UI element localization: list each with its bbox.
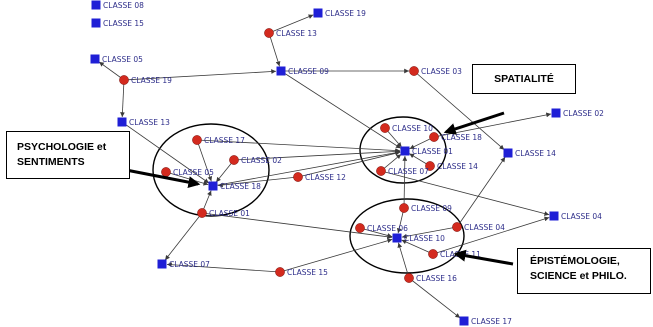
square-node-marker [209, 182, 218, 191]
node-c07_sq [158, 260, 211, 270]
circle-node-marker [409, 66, 418, 75]
callout-spatialite [472, 64, 576, 94]
node-label: CLASSE 01 [209, 209, 250, 218]
circle-node-marker [161, 167, 170, 176]
edge-c16_ci-c17_sq [409, 278, 460, 318]
node-c15_sq [92, 19, 145, 29]
circle-node-marker [229, 155, 238, 164]
node-c09_ci [399, 203, 452, 213]
node-label: CLASSE 12 [305, 173, 346, 182]
circle-node-marker [264, 28, 273, 37]
node-c17_ci [192, 135, 245, 145]
node-label: CLASSE 09 [411, 204, 452, 213]
node-label: CLASSE 05 [102, 55, 143, 64]
callout-arrow-episteme [456, 254, 513, 264]
node-c17_sq [460, 317, 513, 327]
node-c18_sq [209, 182, 262, 192]
node-label: CLASSE 15 [287, 268, 328, 277]
node-c15_ci [275, 267, 328, 277]
node-label: CLASSE 15 [103, 19, 144, 28]
circle-node-marker [428, 249, 437, 258]
node-c09_sq [277, 67, 330, 77]
node-c13_ci [264, 28, 317, 38]
node-label: CLASSE 05 [173, 168, 214, 177]
node-label: CLASSE 02 [241, 156, 282, 165]
node-label: CLASSE 10 [404, 234, 445, 243]
circle-node-marker [275, 267, 284, 276]
node-label: CLASSE 04 [561, 212, 602, 221]
callout-spatialite-text: SPATIALITÉ [494, 73, 554, 85]
node-c13_sq [118, 118, 171, 128]
node-c19_ci [119, 75, 172, 85]
circle-node-marker [452, 222, 461, 231]
node-label: CLASSE 04 [464, 223, 505, 232]
square-node-marker [158, 260, 167, 269]
circle-node-marker [119, 75, 128, 84]
node-label: CLASSE 09 [288, 67, 329, 76]
node-label: CLASSE 14 [437, 162, 478, 171]
circle-node-marker [399, 203, 408, 212]
square-node-marker [277, 67, 286, 76]
square-node-marker [118, 118, 127, 127]
node-label: CLASSE 13 [129, 118, 170, 127]
square-node-marker [460, 317, 469, 326]
node-c04_ci [452, 222, 505, 232]
node-c06_ci [355, 223, 408, 233]
node-c03_ci [409, 66, 462, 76]
node-label: CLASSE 06 [367, 224, 408, 233]
circle-node-marker [355, 223, 364, 232]
square-node-marker [91, 55, 100, 64]
circle-node-marker [404, 273, 413, 282]
circle-node-marker [197, 208, 206, 217]
circle-node-marker [429, 132, 438, 141]
callout-epistemologie [517, 248, 651, 294]
node-c04_sq [550, 212, 603, 222]
node-c02_ci [229, 155, 282, 165]
node-c12_ci [293, 172, 346, 182]
node-label: CLASSE 17 [204, 136, 245, 145]
node-label: CLASSE 07 [169, 260, 210, 269]
node-label: CLASSE 16 [416, 274, 457, 283]
callout-psych-line1: PSYCHOLOGIE et [17, 141, 107, 153]
node-label: CLASSE 08 [103, 1, 144, 10]
edge-c09_ci-c01_sq [404, 156, 405, 208]
edge-c19_ci-c13_sq [122, 80, 124, 117]
callout-episteme-line1: ÉPISTÉMOLOGIE, [530, 255, 620, 267]
node-c08_sq [92, 1, 145, 11]
node-c16_ci [404, 273, 457, 283]
square-node-marker [314, 9, 323, 18]
node-label: CLASSE 13 [276, 29, 317, 38]
node-label: CLASSE 11 [440, 250, 481, 259]
node-label: CLASSE 18 [441, 133, 482, 142]
node-label: CLASSE 01 [412, 147, 453, 156]
node-label: CLASSE 14 [515, 149, 556, 158]
node-label: CLASSE 10 [392, 124, 433, 133]
node-label: CLASSE 19 [325, 9, 366, 18]
node-c05_ci [161, 167, 214, 177]
circle-node-marker [376, 166, 385, 175]
node-label: CLASSE 07 [388, 167, 429, 176]
callout-psychologie [6, 131, 130, 179]
square-node-marker [393, 234, 402, 243]
square-node-marker [552, 109, 561, 118]
node-label: CLASSE 02 [563, 109, 604, 118]
square-node-marker [504, 149, 513, 158]
node-c18_ci [429, 132, 482, 142]
circle-node-marker [293, 172, 302, 181]
callout-episteme-line2: SCIENCE et PHILO. [530, 270, 627, 282]
node-c10_sq [393, 234, 446, 244]
node-label: CLASSE 03 [421, 67, 462, 76]
node-c01_ci [197, 208, 250, 218]
node-c14_ci [425, 161, 478, 171]
square-node-marker [550, 212, 559, 221]
circle-node-marker [192, 135, 201, 144]
node-c05_sq [91, 55, 144, 65]
edge-c01_ci-c07_sq [165, 213, 202, 260]
node-c07_ci [376, 166, 429, 176]
square-node-marker [401, 147, 410, 156]
node-label: CLASSE 18 [220, 182, 261, 191]
edge-c09_sq-c01_sq [281, 71, 401, 148]
node-label: CLASSE 17 [471, 317, 512, 326]
node-c19_sq [314, 9, 367, 19]
node-c01_sq [401, 147, 454, 157]
square-node-marker [92, 19, 101, 28]
square-node-marker [92, 1, 101, 10]
node-c02_sq [552, 109, 605, 119]
node-label: CLASSE 19 [131, 76, 172, 85]
callout-psych-line2: SENTIMENTS [17, 156, 85, 168]
node-c14_sq [504, 149, 557, 159]
circle-node-marker [380, 123, 389, 132]
